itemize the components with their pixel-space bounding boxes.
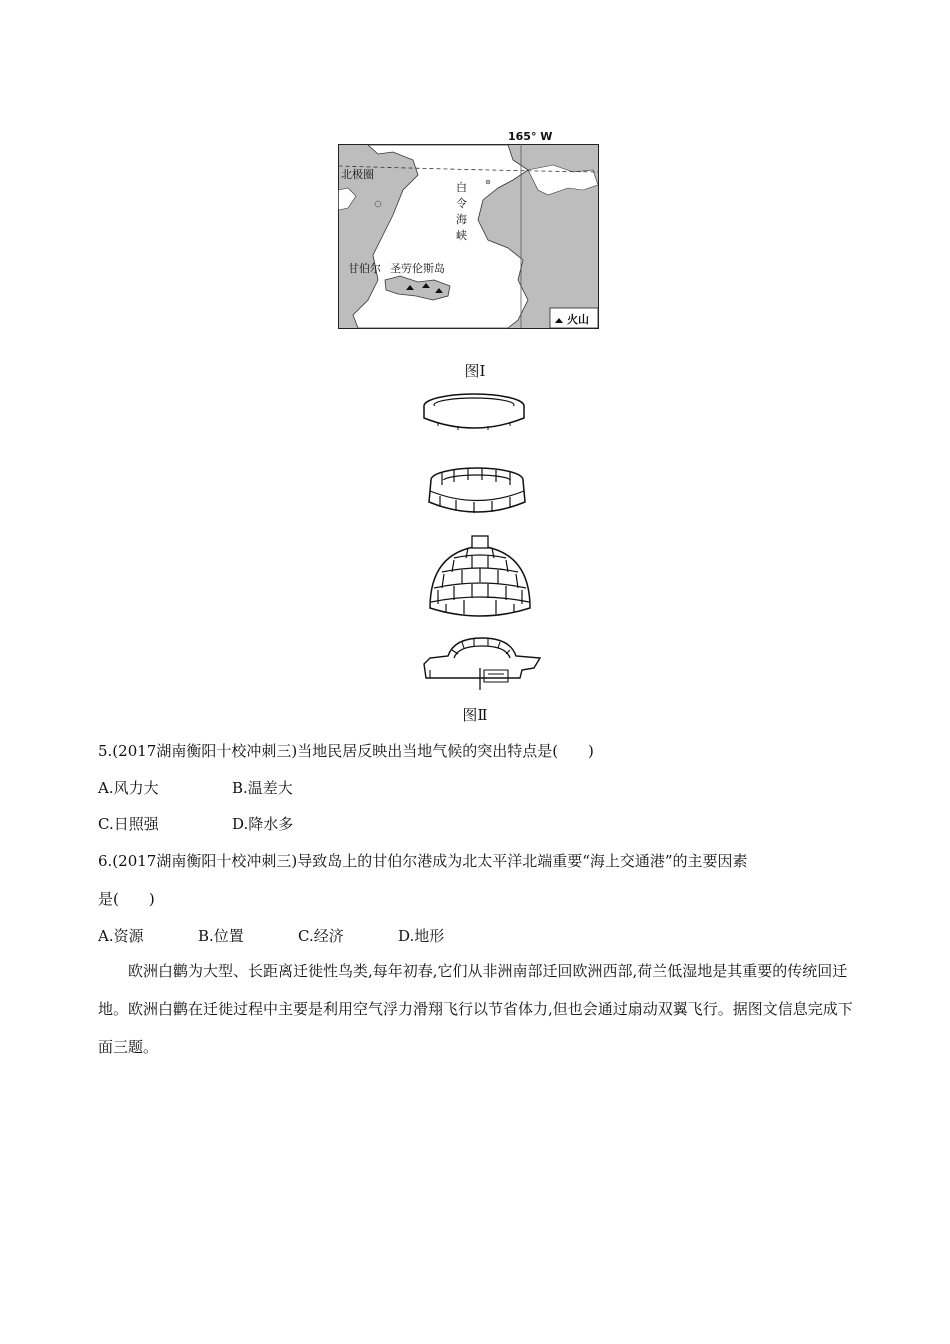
strait-label xyxy=(456,180,470,244)
arctic-circle-label: 北极圈 xyxy=(341,168,374,181)
port-label: 甘伯尔 xyxy=(348,262,381,275)
igloo-stage-2 xyxy=(424,460,530,518)
q6-stem-line1: 6.(2017湖南衡阳十校冲刺三)导致岛上的甘伯尔港成为北太平洋北端重要“海上交通港”的主要因素 xyxy=(98,852,748,870)
q6-option-a[interactable]: A.资源 xyxy=(98,927,144,945)
q5-option-c[interactable]: C.日照强 xyxy=(98,815,159,833)
legend-label: 火山 xyxy=(567,313,589,326)
island-label: 圣劳伦斯岛 xyxy=(390,262,445,275)
q5-stem: 5.(2017湖南衡阳十校冲刺三)当地民居反映出当地气候的突出特点是( ) xyxy=(98,742,594,760)
stork-passage: 欧洲白鹳为大型、长距离迁徙性鸟类,每年初春,它们从非洲南部迁回欧洲西部,荷兰低湿地是其重要的传统回迁地。欧洲白鹳在迁徙过程中主要是利用空气浮力滑翔飞行以节省体力,但也会通过扇动双翼飞行。据图文信息完成下面三题。 xyxy=(98,962,853,1056)
strait-char: 峡 xyxy=(456,229,467,242)
igloo-stage-1 xyxy=(418,388,530,438)
q6-stem-line2: 是( ) xyxy=(98,890,155,908)
q5-option-a[interactable]: A.风力大 xyxy=(98,779,159,797)
q6-option-b[interactable]: B.位置 xyxy=(198,927,244,945)
q6-option-c[interactable]: C.经济 xyxy=(298,927,344,945)
strait-char: 白 xyxy=(456,181,467,194)
q6-option-d[interactable]: D.地形 xyxy=(398,927,445,945)
figure1-caption: 图Ⅰ xyxy=(464,362,486,380)
figure2-caption: 图Ⅱ xyxy=(462,706,488,724)
igloo-cross-section xyxy=(422,634,544,692)
q5-option-b[interactable]: B.温差大 xyxy=(232,779,293,797)
strait-char: 海 xyxy=(456,213,467,226)
longitude-label: 165° W xyxy=(508,130,553,143)
strait-char: 令 xyxy=(456,197,467,210)
igloo-stage-3 xyxy=(424,532,536,620)
q5-option-d[interactable]: D.降水多 xyxy=(232,815,294,833)
bering-strait-map xyxy=(338,130,600,330)
